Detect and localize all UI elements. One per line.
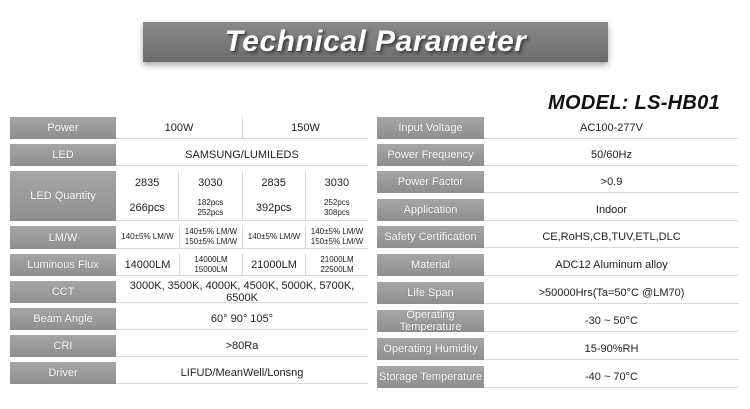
spec-value: LIFUD/MeanWell/Lonsng bbox=[116, 362, 368, 383]
spec-value: 21000LM 22500LM bbox=[305, 254, 368, 275]
page-title: Technical Parameter bbox=[224, 25, 527, 58]
spec-label: Power Frequency bbox=[377, 144, 484, 166]
spec-row-storage-temperature bbox=[377, 366, 739, 388]
spec-row-life-span bbox=[377, 282, 739, 304]
spec-value: 140±5% LM/W 150±5% LM/W bbox=[305, 226, 368, 248]
spec-label: Beam Angle bbox=[10, 308, 116, 330]
spec-value: AC100-277V bbox=[484, 117, 739, 138]
spec-value: 14000LM 15000LM bbox=[179, 254, 242, 275]
spec-label: LED bbox=[10, 144, 116, 166]
model-number: MODEL: LS-HB01 bbox=[548, 92, 720, 114]
led-count: 392pcs bbox=[243, 196, 305, 221]
spec-value: 50/60Hz bbox=[484, 144, 739, 165]
spec-label: Power Factor bbox=[377, 171, 484, 193]
led-count: 182pcs 252pcs bbox=[179, 196, 241, 221]
spec-label: Operating Temperature bbox=[377, 310, 484, 332]
spec-value: >50000Hrs(Ta=50°C @LM70) bbox=[484, 282, 739, 303]
spec-value: -40 ~ 70°C bbox=[484, 366, 739, 387]
spec-value: 15-90%RH bbox=[484, 338, 739, 359]
spec-label: Driver bbox=[10, 362, 116, 384]
led-type: 2835 bbox=[116, 171, 178, 196]
spec-value: 140±5% LM/W 150±5% LM/W bbox=[179, 226, 242, 248]
spec-value: -30 ~ 50°C bbox=[484, 310, 739, 331]
spec-row-led bbox=[10, 144, 368, 166]
spec-row-lmw bbox=[10, 226, 368, 249]
title-banner bbox=[143, 22, 608, 62]
spec-value: Indoor bbox=[484, 199, 739, 220]
spec-label: CCT bbox=[10, 281, 116, 303]
spec-label: Life Span bbox=[377, 282, 484, 304]
led-type: 3030 bbox=[179, 171, 241, 196]
spec-label: CRI bbox=[10, 335, 116, 357]
led-count: 252pcs 308pcs bbox=[306, 196, 368, 221]
spec-row-power-factor bbox=[377, 171, 739, 193]
spec-row-power bbox=[10, 117, 368, 139]
spec-value: 21000LM bbox=[242, 254, 305, 275]
spec-row-operating-humidity bbox=[377, 338, 739, 360]
spec-value: ADC12 Aluminum alloy bbox=[484, 254, 739, 275]
led-type: 3030 bbox=[306, 171, 368, 196]
led-type: 2835 bbox=[243, 171, 305, 196]
spec-value: 14000LM bbox=[116, 254, 179, 275]
spec-row-driver bbox=[10, 362, 368, 384]
spec-value: 3000K, 3500K, 4000K, 4500K, 5000K, 5700K, 6500K bbox=[116, 281, 368, 302]
spec-label: Application bbox=[377, 199, 484, 221]
spec-label: Storage Temperature bbox=[377, 366, 484, 388]
spec-value: >80Ra bbox=[116, 335, 368, 356]
spec-row-application bbox=[377, 199, 739, 221]
spec-row-input-voltage bbox=[377, 117, 739, 139]
spec-value: 100W bbox=[116, 117, 242, 138]
spec-label: Power bbox=[10, 117, 116, 139]
spec-row-cct bbox=[10, 281, 368, 303]
spec-row-material bbox=[377, 254, 739, 276]
spec-row-cri bbox=[10, 335, 368, 357]
spec-label: Material bbox=[377, 254, 484, 276]
spec-value: CE,RoHS,CB,TUV,ETL,DLC bbox=[484, 226, 739, 247]
spec-value: 140±5% LM/W bbox=[116, 226, 179, 248]
spec-label: Safety Certification bbox=[377, 226, 484, 248]
spec-value: 140±5% LM/W bbox=[242, 226, 305, 248]
spec-row-safety-certification bbox=[377, 226, 739, 248]
spec-row-operating-temperature bbox=[377, 310, 739, 332]
spec-row-power-frequency bbox=[377, 144, 739, 166]
spec-row-led-quantity bbox=[10, 171, 368, 221]
spec-value: 150W bbox=[242, 117, 368, 138]
spec-value: >0.9 bbox=[484, 171, 739, 192]
spec-row-beam-angle bbox=[10, 308, 368, 330]
spec-label: Luminous Flux bbox=[10, 254, 116, 276]
led-count: 266pcs bbox=[116, 196, 178, 221]
spec-label: LM/W bbox=[10, 226, 116, 249]
spec-label: Operating Humidity bbox=[377, 338, 484, 360]
spec-label: LED Quantity bbox=[10, 171, 116, 221]
spec-value: 60° 90° 105° bbox=[116, 308, 368, 329]
spec-row-luminous-flux bbox=[10, 254, 368, 276]
spec-value: SAMSUNG/LUMILEDS bbox=[116, 144, 368, 165]
spec-label: Input Voltage bbox=[377, 117, 484, 139]
